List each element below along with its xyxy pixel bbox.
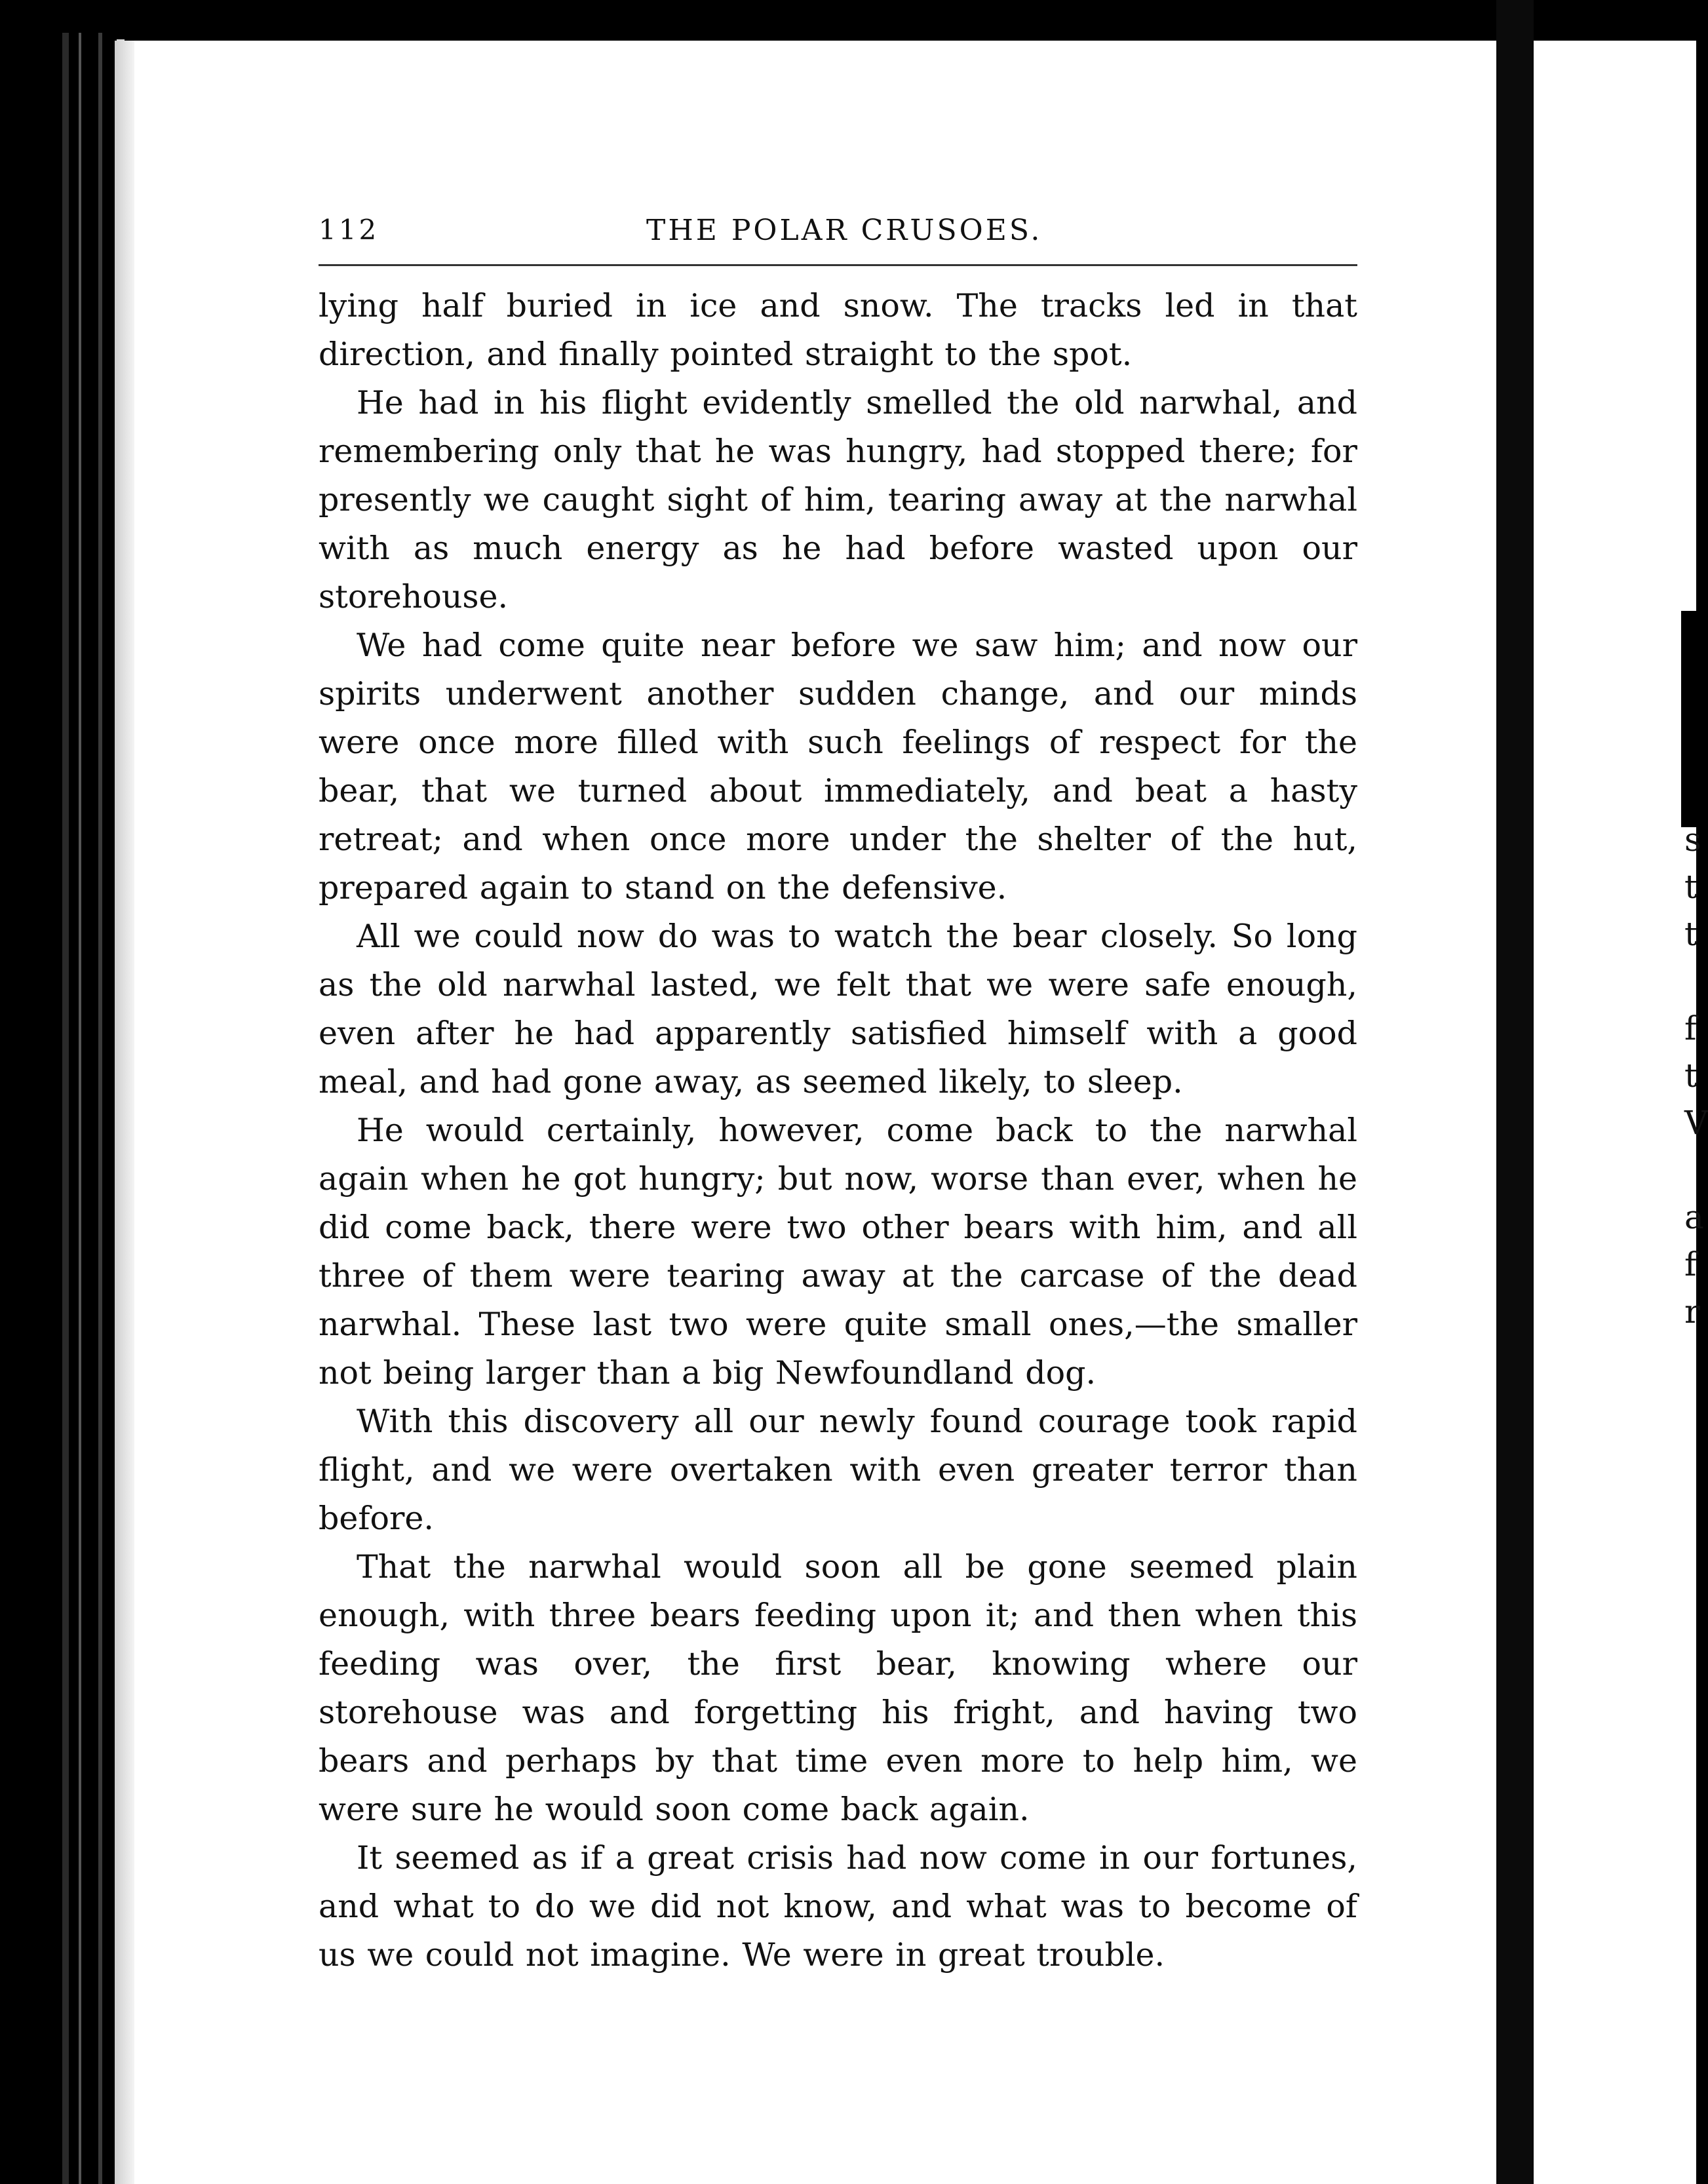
next-page-letter: f	[1684, 1009, 1697, 1047]
next-page-letter: a	[1684, 1198, 1704, 1236]
right-page-fragment	[1534, 41, 1708, 2184]
page-edge	[98, 33, 102, 2184]
page-number: 112	[319, 214, 379, 246]
paragraph: We had come quite near before we saw him; and now our spirits underwent another sudden change, and our minds were once more filled with such feelings of respect for the bear, that we turned about immediately, and beat a hasty retreat; and when once more under the shelter of the hut, prepared again to stand on the defensive.	[319, 627, 1357, 907]
running-title: THE POLAR CRUSOES.	[646, 214, 1043, 247]
paragraph: With this discovery all our newly found courage took rapid flight, and we were overtaken with even greater terror than before.	[319, 1403, 1357, 1537]
paragraph: lying half buried in ice and snow. The tracks led in that direction, and finally pointed straight to the spot.	[319, 287, 1357, 373]
next-page-letter: t	[1684, 915, 1698, 953]
next-page-letter: f	[1684, 1245, 1697, 1283]
page-edge	[62, 33, 69, 2184]
body-text	[319, 282, 1357, 1979]
next-page-letter: t	[1684, 868, 1698, 906]
header-rule	[319, 264, 1357, 266]
next-page-letter: t	[1684, 1057, 1698, 1095]
page-header	[319, 214, 1357, 266]
next-page-letter: s	[1684, 821, 1701, 859]
book-gutter	[1496, 0, 1534, 2184]
paragraph: It seemed as if a great crisis had now come in our fortunes, and what to do we did not know, and what was to become of us we could not imagine. We were in great trouble.	[319, 1839, 1357, 1974]
next-page-letter: V	[1684, 1104, 1708, 1142]
next-page-letter: r	[1684, 1293, 1700, 1331]
page-edge	[79, 33, 81, 2184]
paragraph: All we could now do was to watch the bear closely. So long as the old narwhal lasted, we felt that we were safe enough, even after he had apparently satisfied himself with a good meal, and had gone away, as seemed likely, to sleep.	[319, 918, 1357, 1101]
paragraph: He had in his flight evidently smelled the old narwhal, and remembering only that he was hungry, had stopped there; for presently we caught sight of him, tearing away at the narwhal with as much energy as he had before wasted upon our storehouse.	[319, 384, 1357, 615]
paragraph: He would certainly, however, come back to the narwhal again when he got hungry; but now, worse than ever, when he did come back, there were two other bears with him, and all three of them were tearing away at the carcase of the dead narwhal. These last two were quite small ones,—the smaller not being larger than a big Newfoundland dog.	[319, 1112, 1357, 1392]
image-edge	[1681, 611, 1696, 827]
paragraph: That the narwhal would soon all be gone seemed plain enough, with three bears feeding upon it; and then when this feeding was over, the first bear, knowing where our storehouse was and forgetting his fright, and having two bears and perhaps by that time even more to help him, we were sure he would soon come back again.	[319, 1548, 1357, 1828]
